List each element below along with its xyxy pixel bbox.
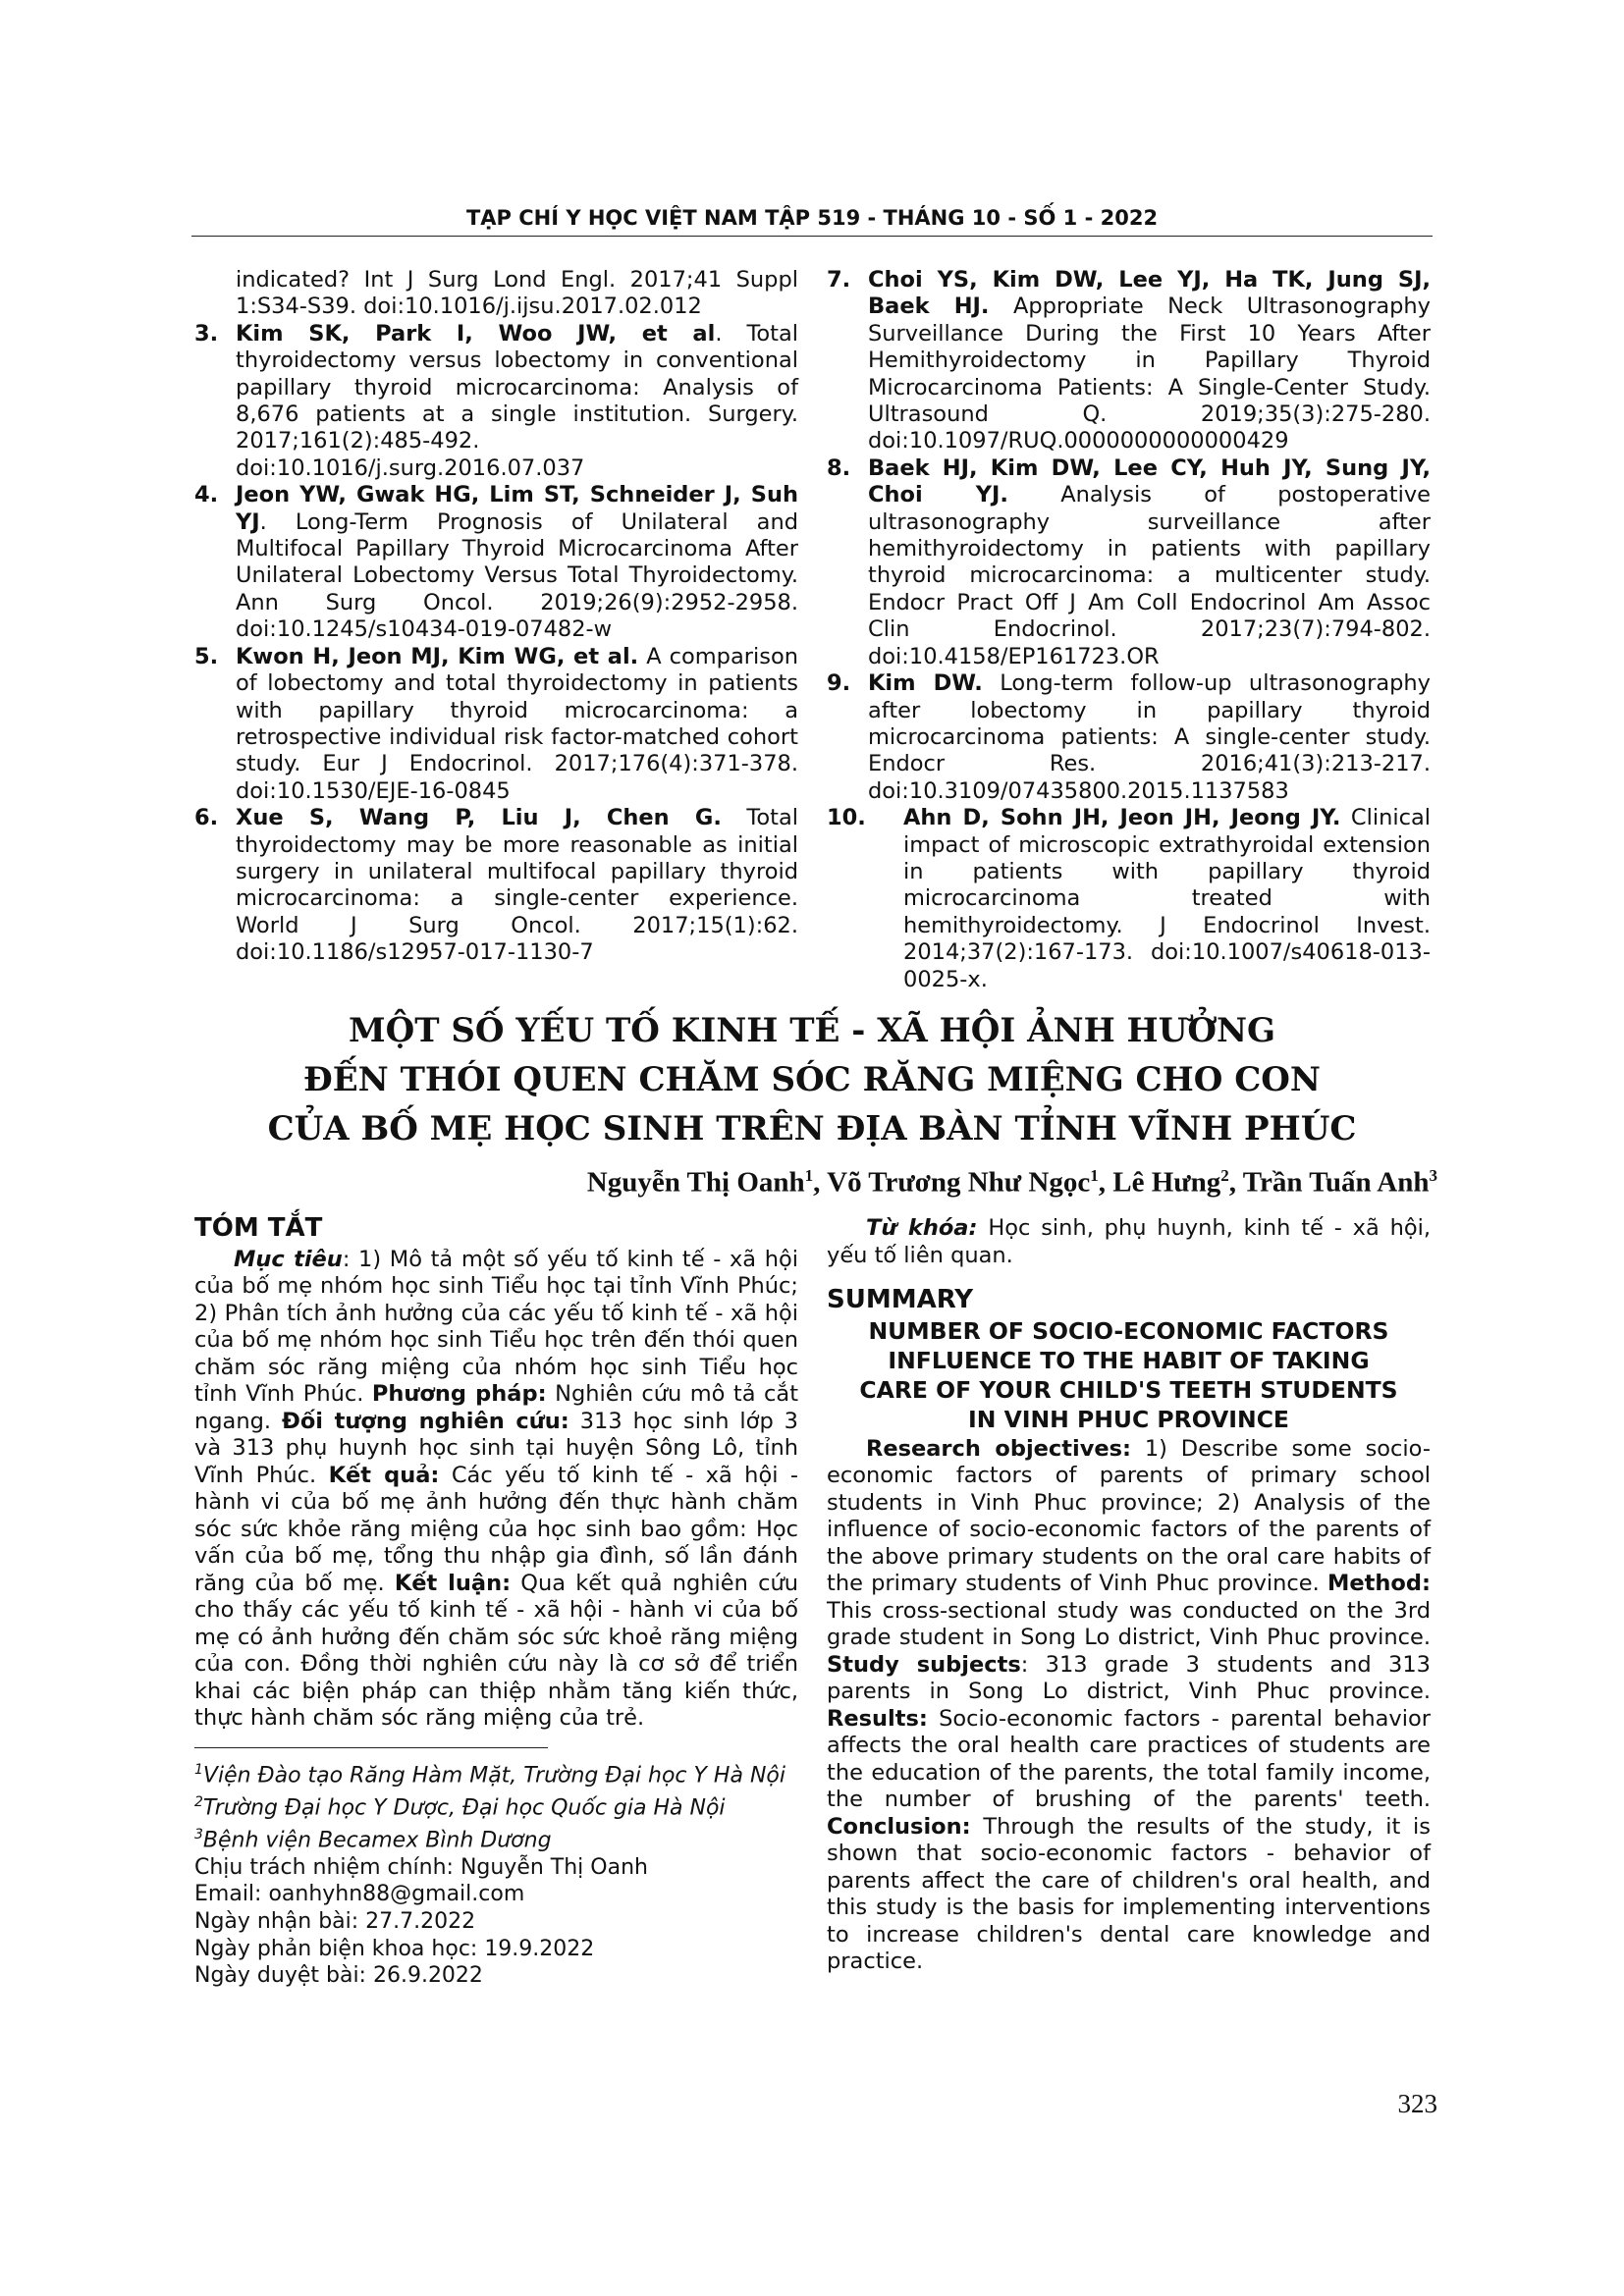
reference-item bbox=[827, 805, 1431, 993]
results-text: Các yếu tố kinh tế - xã hội - hành vi của bố mẹ ảnh hưởng đến thực hành chăm sóc sức khỏe răng miệng của học sinh bao gồm: Học vấn của bố mẹ, tổng thu nhập gia đình, số lần đánh răng của bố mẹ. bbox=[194, 1462, 798, 1596]
reference-number: 5. bbox=[194, 643, 219, 669]
author-affiliation-mark: 3 bbox=[1429, 1166, 1437, 1185]
email-line: Email: oanhyhn88@gmail.com bbox=[194, 1882, 525, 1907]
keywords-label: Từ khóa: bbox=[866, 1215, 978, 1241]
review-date: Ngày phản biện khoa học: 19.9.2022 bbox=[194, 1936, 595, 1961]
reference-text: Appropriate Neck Ultrasonography Surveillance During the First 10 Years After Hemithyroidectomy in Papillary Thyroid Microcarcinoma Patients: A Single-Center Study. Ultrasound Q. 2019;35(3):275-280. doi:10.1097/RUQ.0000000000000429 bbox=[868, 294, 1431, 454]
reference-authors: Kim DW. bbox=[868, 670, 983, 697]
affiliation-text: Trường Đại học Y Dược, Đại học Quốc gia Hà Nội bbox=[202, 1795, 726, 1821]
objective-text: : 1) Mô tả một số yếu tố kinh tế - xã hội của bố mẹ nhóm học sinh Tiểu học tại tỉnh Vĩnh Phúc; 2) Phân tích ảnh hưởng của các yếu tố kinh tế - xã hội của bố mẹ nhóm học sinh Tiểu học trên đến thói quen chăm sóc răng miệng của nhóm học sinh Tiểu học tỉnh Vĩnh Phúc. bbox=[194, 1246, 798, 1407]
english-title-line: NUMBER OF SOCIO-ECONOMIC FACTORS bbox=[868, 1316, 1389, 1345]
reference-item bbox=[194, 267, 798, 321]
author-affiliation-mark: 1 bbox=[804, 1166, 814, 1185]
results-label: Kết quả: bbox=[328, 1462, 440, 1488]
reference-text: indicated? Int J Surg Lond Engl. 2017;41 Suppl 1:S34-S39. doi:10.1016/j.ijsu.2017.02.012 bbox=[236, 267, 798, 320]
affiliation-text: Bệnh viện Becamex Bình Dương bbox=[202, 1828, 552, 1853]
keywords-paragraph bbox=[827, 1215, 1431, 1269]
reference-text: Analysis of postoperative ultrasonography surveillance after hemithyroidectomy in patients with papillary thyroid microcarcinoma: a multicenter study. Endocr Pract Off J Am Coll Endocrinol Am Assoc Clin Endocrinol. 2017;23(7):794-802. doi:10.4158/EP161723.OR bbox=[868, 482, 1431, 669]
corresponding-author: Chịu trách nhiệm chính: Nguyễn Thị Oanh bbox=[194, 1854, 648, 1880]
subjects-text: : 313 grade 3 students and 313 parents in Song Lo district, Vinh Phuc province. bbox=[827, 1651, 1431, 1704]
reference-text: Long-term follow-up ultrasonography after lobectomy in papillary thyroid microcarcinoma patients: A single-center study. Endocr Res. 2016;41(3):213-217. doi:10.3109/07435800.2015.1137583 bbox=[868, 670, 1431, 804]
reference-item bbox=[194, 644, 798, 805]
reference-authors: Baek HJ, Kim DW, Lee CY, Huh JY, Sung JY, Choi YJ. bbox=[868, 454, 1431, 508]
english-title-line: IN VINH PHUC PROVINCE bbox=[967, 1405, 1289, 1433]
reference-number: 4. bbox=[194, 482, 219, 508]
conclusion-text: Through the results of the study, it is shown that socio-economic factors - behavior of parents affect the care of children's oral health, and this study is the basis for implementing interventions to increase children's dental care knowledge and practice. bbox=[827, 1813, 1431, 1974]
author-name: Nguyễn Thị Oanh bbox=[586, 1166, 805, 1199]
abstract-heading: TÓM TẮT bbox=[194, 1213, 323, 1243]
reference-number: 10. bbox=[827, 805, 866, 831]
subjects-label: Đối tượng nghiên cứu: bbox=[281, 1408, 569, 1434]
abstract-english-column bbox=[827, 1215, 1431, 1976]
reference-item bbox=[194, 805, 798, 966]
subjects-text: 313 học sinh lớp 3 và 313 phụ huynh học sinh tại huyện Sông Lô, tỉnh Vĩnh Phúc. bbox=[194, 1408, 798, 1488]
reference-number: 8. bbox=[827, 454, 851, 481]
article-title bbox=[196, 1006, 1428, 1153]
conclusion-label: Kết luận: bbox=[394, 1570, 512, 1596]
references-left-column bbox=[194, 267, 798, 967]
reference-text: Clinical impact of microscopic extrathyroidal extension in patients with papillary thyroid microcarcinoma treated with hemithyroidectomy. J Endocrinol Invest. 2014;37(2):167-173. doi:10.1007/s40618-013-0025-x. bbox=[903, 805, 1431, 992]
reference-authors: Jeon YW, Gwak HG, Lim ST, Schneider J, Suh YJ bbox=[236, 482, 798, 535]
objectives-label: Research objectives: bbox=[866, 1435, 1132, 1462]
page-number: 323 bbox=[1397, 2089, 1437, 2118]
conclusion-label: Conclusion: bbox=[827, 1813, 971, 1840]
footnote-divider bbox=[194, 1747, 548, 1748]
reference-authors: Ahn D, Sohn JH, Jeon JH, Jeong JY. bbox=[903, 805, 1341, 831]
accepted-date: Ngày duyệt bài: 26.9.2022 bbox=[194, 1963, 483, 1989]
author-name: Trần Tuấn Anh bbox=[1242, 1166, 1430, 1199]
reference-text: Total thyroidectomy may be more reasonable as initial surgery in unilateral multifocal papillary thyroid microcarcinoma: a single-center experience. World J Surg Oncol. 2017;15(1):62. doi:10.1186/s12957-017-1130-7 bbox=[236, 805, 798, 966]
author-name: Lê Hưng bbox=[1112, 1166, 1221, 1199]
reference-authors: Kwon H, Jeon MJ, Kim WG, et al. bbox=[236, 643, 639, 669]
method-label: Method: bbox=[1327, 1571, 1431, 1596]
summary-heading: SUMMARY bbox=[827, 1285, 974, 1314]
author-list: Nguyễn Thị Oanh$^1$, Võ Trương Như Ngọc$^1$, Lê Hưng$^2$, Trần Tuấn Anh$^3$ bbox=[586, 1166, 1437, 1199]
footnotes bbox=[194, 1757, 785, 1990]
reference-number: 3. bbox=[194, 320, 219, 347]
results-label: Results: bbox=[827, 1705, 928, 1732]
references-right-column bbox=[827, 267, 1431, 993]
article-title-line: CỦA BỐ MẸ HỌC SINH TRÊN ĐỊA BÀN TỈNH VĨNH PHÚC bbox=[267, 1109, 1357, 1148]
running-head: TẠP CHÍ Y HỌC VIỆT NAM TẬP 519 - THÁNG 10 - SỐ 1 - 2022 bbox=[191, 206, 1433, 237]
reference-item bbox=[194, 482, 798, 643]
received-date: Ngày nhận bài: 27.7.2022 bbox=[194, 1908, 476, 1934]
reference-number: 6. bbox=[194, 805, 219, 831]
reference-item bbox=[827, 455, 1431, 670]
affiliation-line bbox=[194, 1757, 785, 1789]
conclusion-text: Qua kết quả nghiên cứu cho thấy các yếu tố kinh tế - xã hội - hành vi của bố mẹ có ảnh hưởng đến chăm sóc sức khoẻ răng miệng của con. Đồng thời nghiên cứu này là cơ sở để triển khai các biện pháp can thiệp nhằm tăng kiến thức, thực hành chăm sóc răng miệng của trẻ. bbox=[194, 1570, 798, 1731]
affiliation-text: Viện Đào tạo Răng Hàm Mặt, Trường Đại học Y Hà Nội bbox=[202, 1763, 785, 1789]
english-title-line: INFLUENCE TO THE HABIT OF TAKING bbox=[888, 1346, 1370, 1374]
reference-authors: Choi YS, Kim DW, Lee YJ, Ha TK, Jung SJ, Baek HJ. bbox=[868, 267, 1431, 320]
objective-label: Mục tiêu bbox=[234, 1246, 343, 1272]
affiliation-line bbox=[194, 1789, 785, 1822]
affiliation-mark: 3 bbox=[194, 1826, 203, 1842]
abstract-paragraph bbox=[194, 1247, 798, 1733]
affiliation-mark: 1 bbox=[194, 1762, 203, 1778]
reference-number: 9. bbox=[827, 670, 851, 697]
objectives-text: 1) Describe some socio-economic factors of parents of primary school students in Vinh Phuc province; 2) Analysis of the influence of socio-economic factors of the parents of the above primary students on the oral care habits of the primary students of Vinh Phuc province. bbox=[827, 1435, 1431, 1596]
method-text: Nghiên cứu mô tả cắt ngang. bbox=[194, 1381, 799, 1434]
method-text: This cross-sectional study was conducted on the 3rd grade student in Song Lo district, Vinh Phuc province. bbox=[827, 1597, 1431, 1650]
affiliation-mark: 2 bbox=[194, 1793, 203, 1810]
affiliation-line bbox=[194, 1822, 785, 1854]
reference-authors: Kim SK, Park I, Woo JW, et al bbox=[236, 320, 716, 347]
abstract-vietnamese bbox=[194, 1215, 798, 1733]
subjects-label: Study subjects bbox=[827, 1651, 1021, 1678]
reference-item bbox=[827, 267, 1431, 455]
author-affiliation-mark: 1 bbox=[1090, 1166, 1099, 1185]
reference-item bbox=[194, 321, 798, 482]
article-title-line: MỘT SỐ YẾU TỐ KINH TẾ - XÃ HỘI ẢNH HƯỞNG bbox=[348, 1011, 1276, 1050]
reference-text: . Long-Term Prognosis of Unilateral and Multifocal Papillary Thyroid Microcarcinoma After Unilateral Lobectomy Versus Total Thyroidectomy. Ann Surg Oncol. 2019;26(9):2952-2958. doi:10.1245/s10434-019-07482-w bbox=[236, 508, 798, 643]
reference-number: 7. bbox=[827, 267, 851, 293]
reference-item bbox=[827, 670, 1431, 805]
keywords-text: Học sinh, phụ huynh, kinh tế - xã hội, yếu tố liên quan. bbox=[827, 1215, 1432, 1268]
english-title bbox=[827, 1316, 1431, 1434]
article-title-line: ĐẾN THÓI QUEN CHĂM SÓC RĂNG MIỆNG CHO CON bbox=[303, 1060, 1321, 1099]
reference-authors: Xue S, Wang P, Liu J, Chen G. bbox=[236, 805, 722, 831]
reference-text: A comparison of lobectomy and total thyroidectomy in patients with papillary thyroid microcarcinoma: a retrospective individual risk factor-matched cohort study. Eur J Endocrinol. 2017;176(4):371-378. doi:10.1530/EJE-16-0845 bbox=[236, 643, 798, 804]
summary-paragraph bbox=[827, 1436, 1431, 1976]
reference-text: . Total thyroidectomy versus lobectomy in conventional papillary thyroid microcarcinoma: Analysis of 8,676 patients at a single institution. Surgery. 2017;161(2):485-492. doi:10.1016/j.surg.2016.07.037 bbox=[236, 320, 799, 481]
author-affiliation-mark: 2 bbox=[1220, 1166, 1229, 1185]
author-name: Võ Trương Như Ngọc bbox=[827, 1166, 1091, 1199]
results-text: Socio-economic factors - parental behavior affects the oral health care practices of students are the education of the parents, the total family income, the number of brushing of the parents' teeth. bbox=[827, 1705, 1431, 1812]
method-label: Phương pháp: bbox=[371, 1381, 547, 1407]
english-title-line: CARE OF YOUR CHILD'S TEETH STUDENTS bbox=[859, 1375, 1398, 1404]
